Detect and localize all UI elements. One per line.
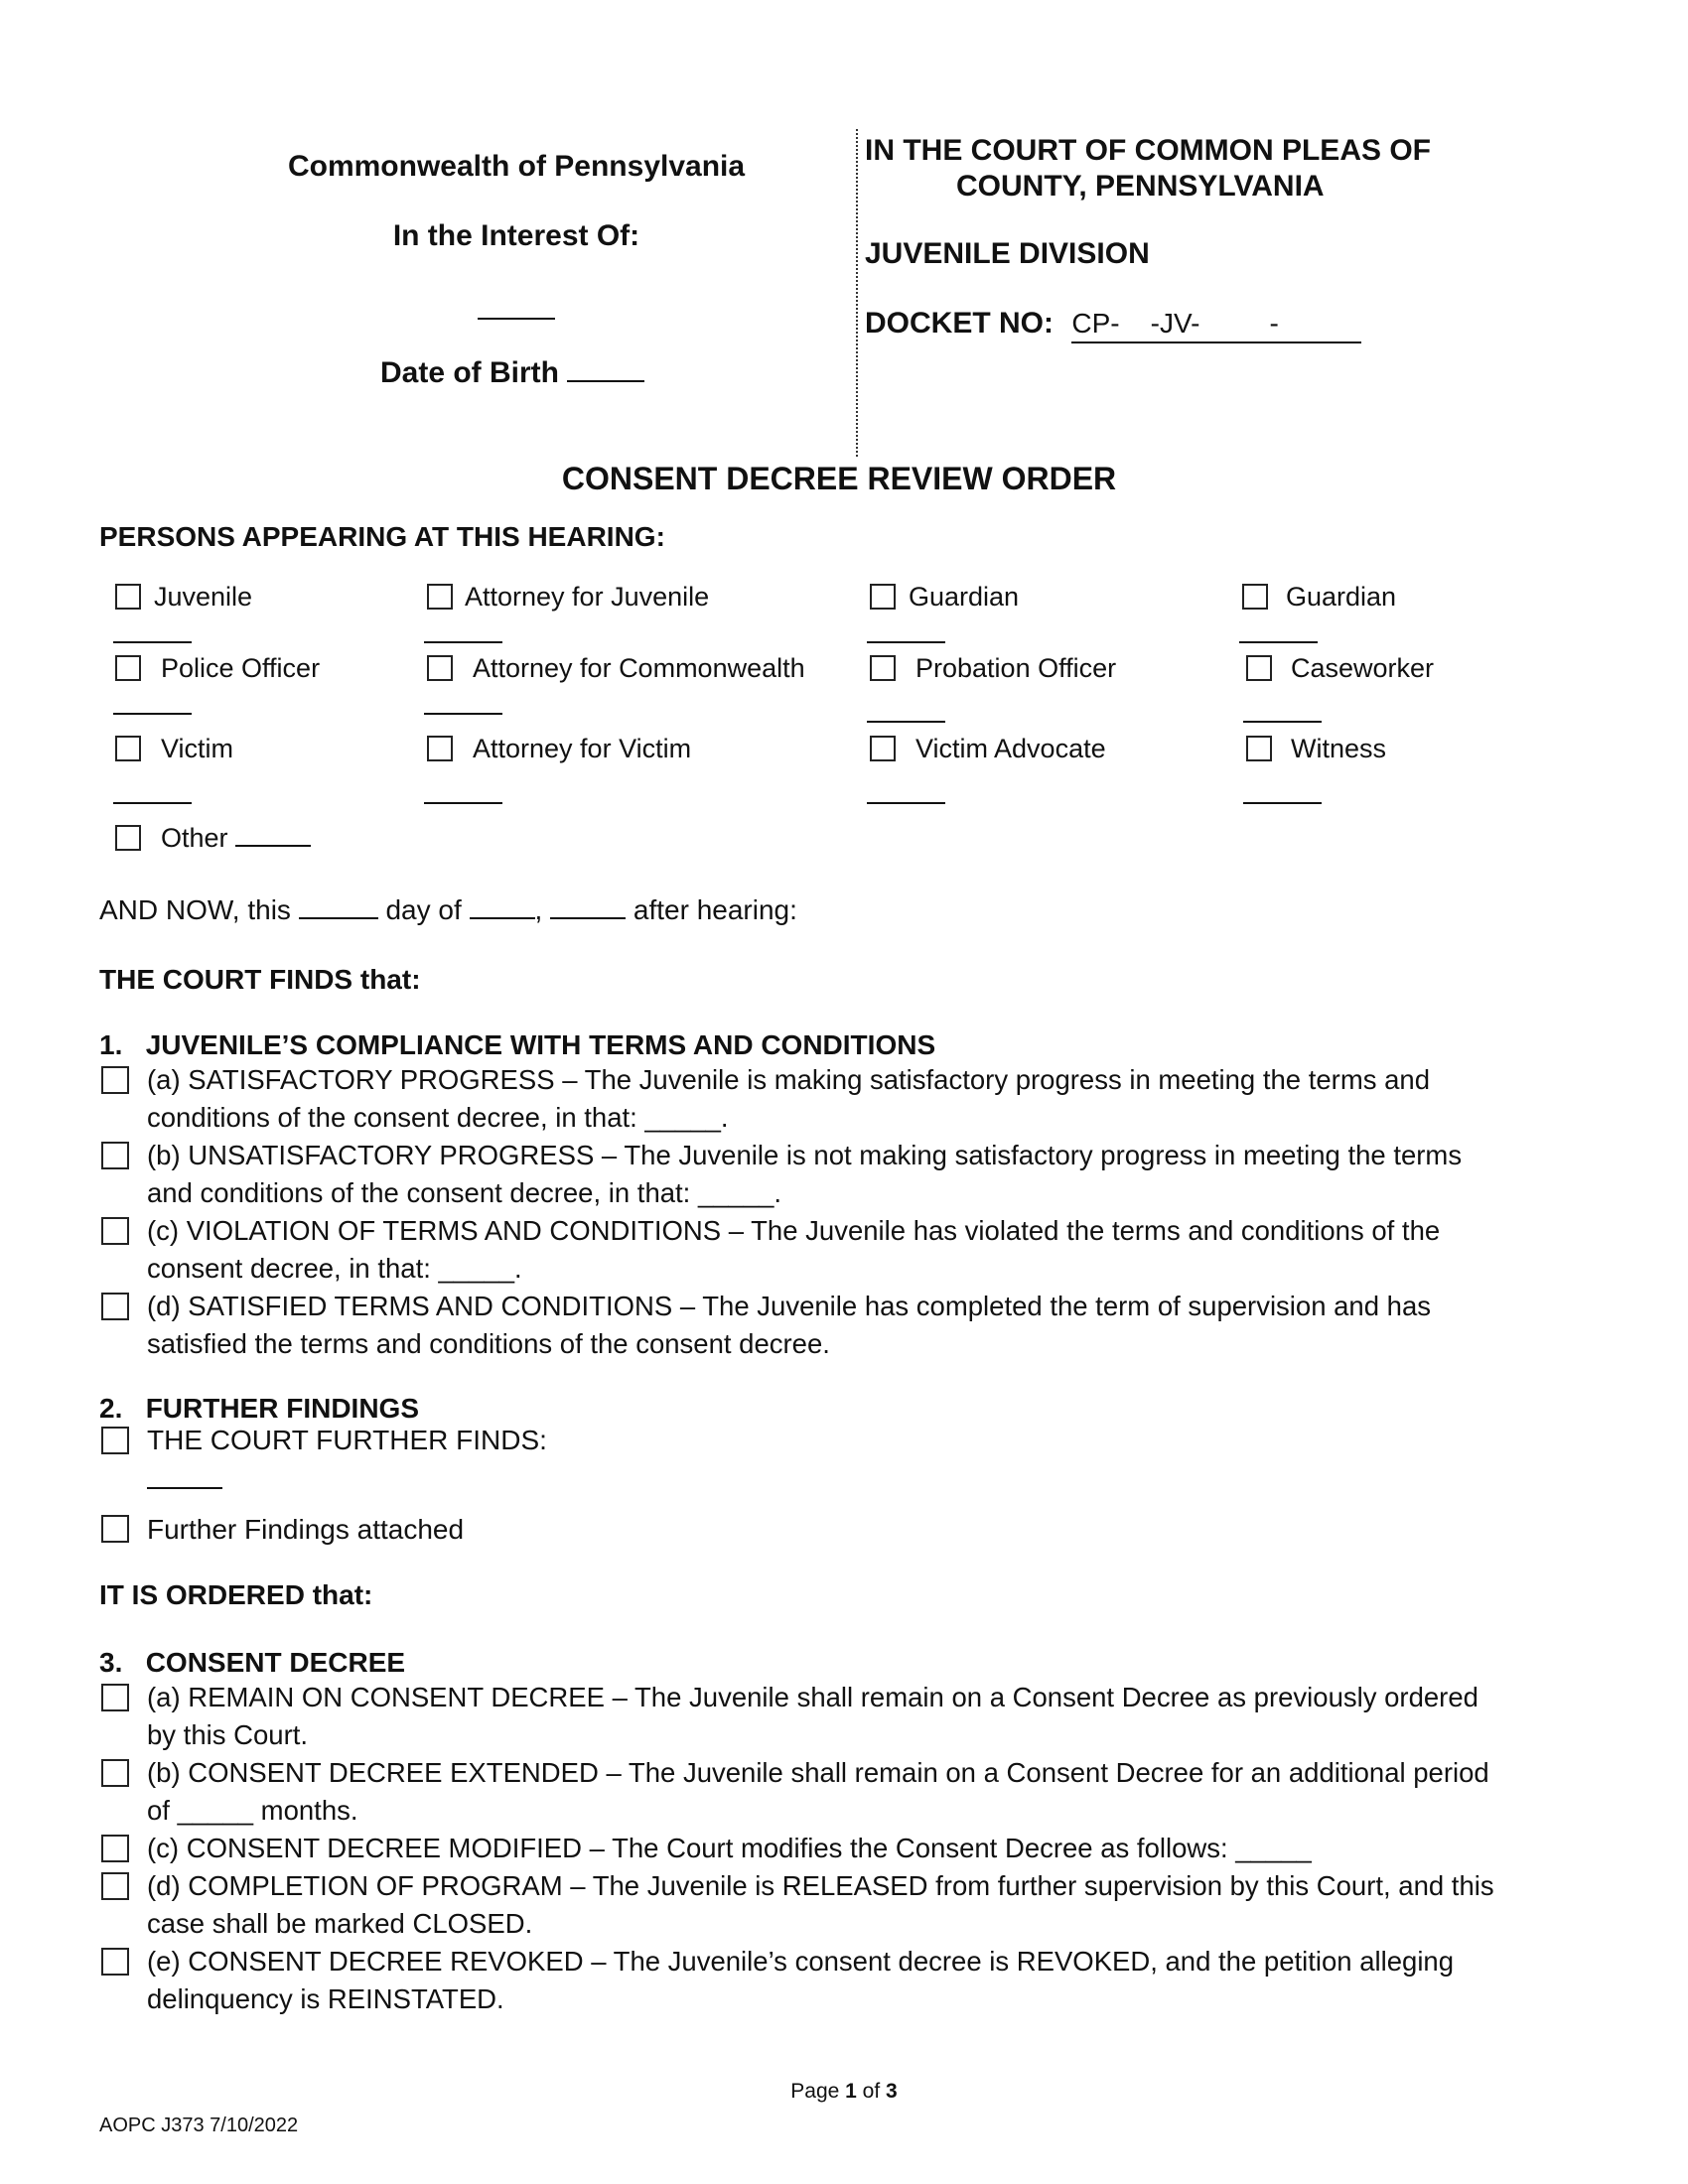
name-blank[interactable]	[867, 641, 945, 643]
further-finds-label: THE COURT FURTHER FINDS:	[147, 1425, 547, 1455]
name-blank[interactable]	[1239, 641, 1318, 643]
order-item-b	[147, 1754, 1489, 1830]
and-now-line	[99, 893, 797, 927]
item-text-2: conditions of the consent decree, in that: _____.	[147, 1102, 729, 1133]
order-item-c	[147, 1830, 1312, 1867]
checkbox-police-officer[interactable]	[115, 655, 141, 681]
person-label: Victim Advocate	[915, 734, 1106, 763]
page-number	[0, 2079, 1688, 2105]
person-label: Police Officer	[161, 653, 321, 683]
item-text-2: case shall be marked CLOSED.	[147, 1908, 533, 1939]
juvenile-name-blank[interactable]	[478, 318, 555, 320]
other-label: Other	[161, 823, 228, 853]
checkbox-further-findings-attached[interactable]	[101, 1515, 129, 1543]
further-findings-blank[interactable]	[147, 1487, 222, 1489]
item-text: (b) CONSENT DECREE EXTENDED – The Juvenile shall remain on a Consent Decree for an additional period	[147, 1757, 1489, 1788]
person-label: Witness	[1291, 734, 1387, 763]
other-blank[interactable]	[235, 823, 311, 847]
dob-blank[interactable]	[567, 358, 644, 382]
checkbox-satisfied-terms[interactable]	[101, 1293, 129, 1320]
checkbox-consent-decree-revoked[interactable]	[101, 1948, 129, 1976]
court-line-2: COUNTY, PENNSYLVANIA	[956, 170, 1325, 203]
checkbox-unsatisfactory-progress[interactable]	[101, 1142, 129, 1169]
checkbox-satisfactory-progress[interactable]	[101, 1066, 129, 1094]
name-blank[interactable]	[867, 721, 945, 723]
page-of: of	[856, 2080, 887, 2103]
name-blank[interactable]	[113, 713, 192, 715]
item-text: (c) CONSENT DECREE MODIFIED – The Court modifies the Consent Decree as follows: _____	[147, 1833, 1312, 1863]
court-line-1: IN THE COURT OF COMMON PLEAS OF	[865, 134, 1431, 167]
item-text: (d) COMPLETION OF PROGRAM – The Juvenile is RELEASED from further supervision by this Court, and this	[147, 1870, 1494, 1901]
interest-of-label: In the Interest Of:	[392, 219, 640, 252]
item-text-2: satisfied the terms and conditions of the consent decree.	[147, 1328, 830, 1359]
name-blank[interactable]	[424, 802, 502, 804]
item-text-2: of _____ months.	[147, 1795, 358, 1826]
section-3-heading: 3. CONSENT DECREE	[99, 1647, 406, 1678]
finding-item-c	[147, 1212, 1440, 1288]
name-blank[interactable]	[424, 713, 502, 715]
order-item-d	[147, 1867, 1494, 1943]
checkbox-victim[interactable]	[115, 736, 141, 761]
and-now-text: AND NOW, this	[99, 894, 291, 925]
item-text: (e) CONSENT DECREE REVOKED – The Juvenile’s consent decree is REVOKED, and the petition alleging	[147, 1946, 1455, 1977]
person-label: Guardian	[1286, 582, 1397, 612]
item-text: (c) VIOLATION OF TERMS AND CONDITIONS – The Juvenile has violated the terms and conditions of the	[147, 1215, 1441, 1246]
checkbox-attorney-juvenile[interactable]	[427, 584, 453, 610]
item-text: (d) SATISFIED TERMS AND CONDITIONS – The Juvenile has completed the term of supervision and has	[147, 1291, 1431, 1321]
page-title: CONSENT DECREE REVIEW ORDER	[561, 461, 1117, 496]
person-label: Attorney for Juvenile	[465, 582, 710, 612]
comma-text: ,	[534, 894, 543, 925]
person-label: Guardian	[909, 582, 1020, 612]
name-blank[interactable]	[113, 802, 192, 804]
name-blank[interactable]	[1243, 802, 1322, 804]
item-text-2: consent decree, in that: _____.	[147, 1253, 522, 1284]
page-total: 3	[886, 2080, 898, 2103]
item-text: (a) SATISFACTORY PROGRESS – The Juvenile is making satisfactory progress in meeting the terms and	[147, 1064, 1431, 1095]
finding-item-d	[147, 1288, 1431, 1363]
page-current: 1	[845, 2080, 857, 2103]
checkbox-other[interactable]	[115, 825, 141, 851]
docket-number-field[interactable]: CP- -JV- -	[1071, 306, 1361, 343]
dob-label: Date of Birth	[380, 356, 559, 389]
day-of-text: day of	[385, 894, 462, 925]
checkbox-attorney-victim[interactable]	[427, 736, 453, 761]
docket-row	[865, 306, 1361, 343]
person-label: Victim	[161, 734, 234, 763]
checkbox-further-finds[interactable]	[101, 1427, 129, 1454]
order-item-e	[147, 1943, 1454, 2018]
section-1-heading: 1. JUVENILE’S COMPLIANCE WITH TERMS AND CONDITIONS	[99, 1029, 936, 1060]
division-label: JUVENILE DIVISION	[865, 237, 1150, 270]
name-blank[interactable]	[113, 641, 192, 643]
month-blank[interactable]	[470, 895, 535, 919]
checkbox-consent-decree-modified[interactable]	[101, 1835, 129, 1862]
ordered-heading: IT IS ORDERED that:	[99, 1579, 373, 1610]
checkbox-completion-of-program[interactable]	[101, 1872, 129, 1900]
dob-row	[380, 355, 644, 391]
person-label: Attorney for Commonwealth	[473, 653, 805, 683]
item-text-2: by this Court.	[147, 1719, 309, 1750]
person-label: Juvenile	[154, 582, 253, 612]
day-blank[interactable]	[299, 895, 378, 919]
year-blank[interactable]	[550, 895, 626, 919]
name-blank[interactable]	[867, 802, 945, 804]
form-id: AOPC J373 7/10/2022	[99, 2115, 299, 2136]
other-row	[161, 822, 311, 855]
after-hearing-text: after hearing:	[633, 894, 797, 925]
persons-heading: PERSONS APPEARING AT THIS HEARING:	[99, 521, 665, 552]
checkbox-juvenile[interactable]	[115, 584, 141, 610]
name-blank[interactable]	[424, 641, 502, 643]
checkbox-guardian-1[interactable]	[870, 584, 896, 610]
name-blank[interactable]	[1243, 721, 1322, 723]
commonwealth-label: Commonwealth of Pennsylvania	[287, 150, 746, 183]
checkbox-caseworker[interactable]	[1246, 655, 1272, 681]
person-label: Probation Officer	[915, 653, 1117, 683]
further-findings-attached-label: Further Findings attached	[147, 1514, 465, 1545]
item-text: (b) UNSATISFACTORY PROGRESS – The Juvenile is not making satisfactory progress in meeting the terms	[147, 1140, 1463, 1170]
item-text-2: delinquency is REINSTATED.	[147, 1983, 504, 2014]
person-label: Attorney for Victim	[473, 734, 692, 763]
checkbox-witness[interactable]	[1246, 736, 1272, 761]
checkbox-remain-consent-decree[interactable]	[101, 1684, 129, 1711]
checkbox-consent-decree-extended[interactable]	[101, 1759, 129, 1787]
court-finds-heading: THE COURT FINDS that:	[99, 964, 421, 995]
person-label: Caseworker	[1291, 653, 1435, 683]
header-divider	[856, 129, 858, 457]
finding-item-b	[147, 1137, 1462, 1212]
item-text-2: and conditions of the consent decree, in that: _____.	[147, 1177, 782, 1208]
checkbox-guardian-2[interactable]	[1242, 584, 1268, 610]
checkbox-attorney-commonwealth[interactable]	[427, 655, 453, 681]
finding-item-a	[147, 1061, 1430, 1137]
order-item-a	[147, 1679, 1478, 1754]
checkbox-violation-terms[interactable]	[101, 1217, 129, 1245]
checkbox-victim-advocate[interactable]	[870, 736, 896, 761]
checkbox-probation-officer[interactable]	[870, 655, 896, 681]
item-text: (a) REMAIN ON CONSENT DECREE – The Juvenile shall remain on a Consent Decree as previously ordered	[147, 1682, 1478, 1712]
page-prefix: Page	[790, 2080, 846, 2103]
section-2-heading: 2. FURTHER FINDINGS	[99, 1393, 420, 1424]
docket-label: DOCKET NO:	[865, 307, 1054, 340]
